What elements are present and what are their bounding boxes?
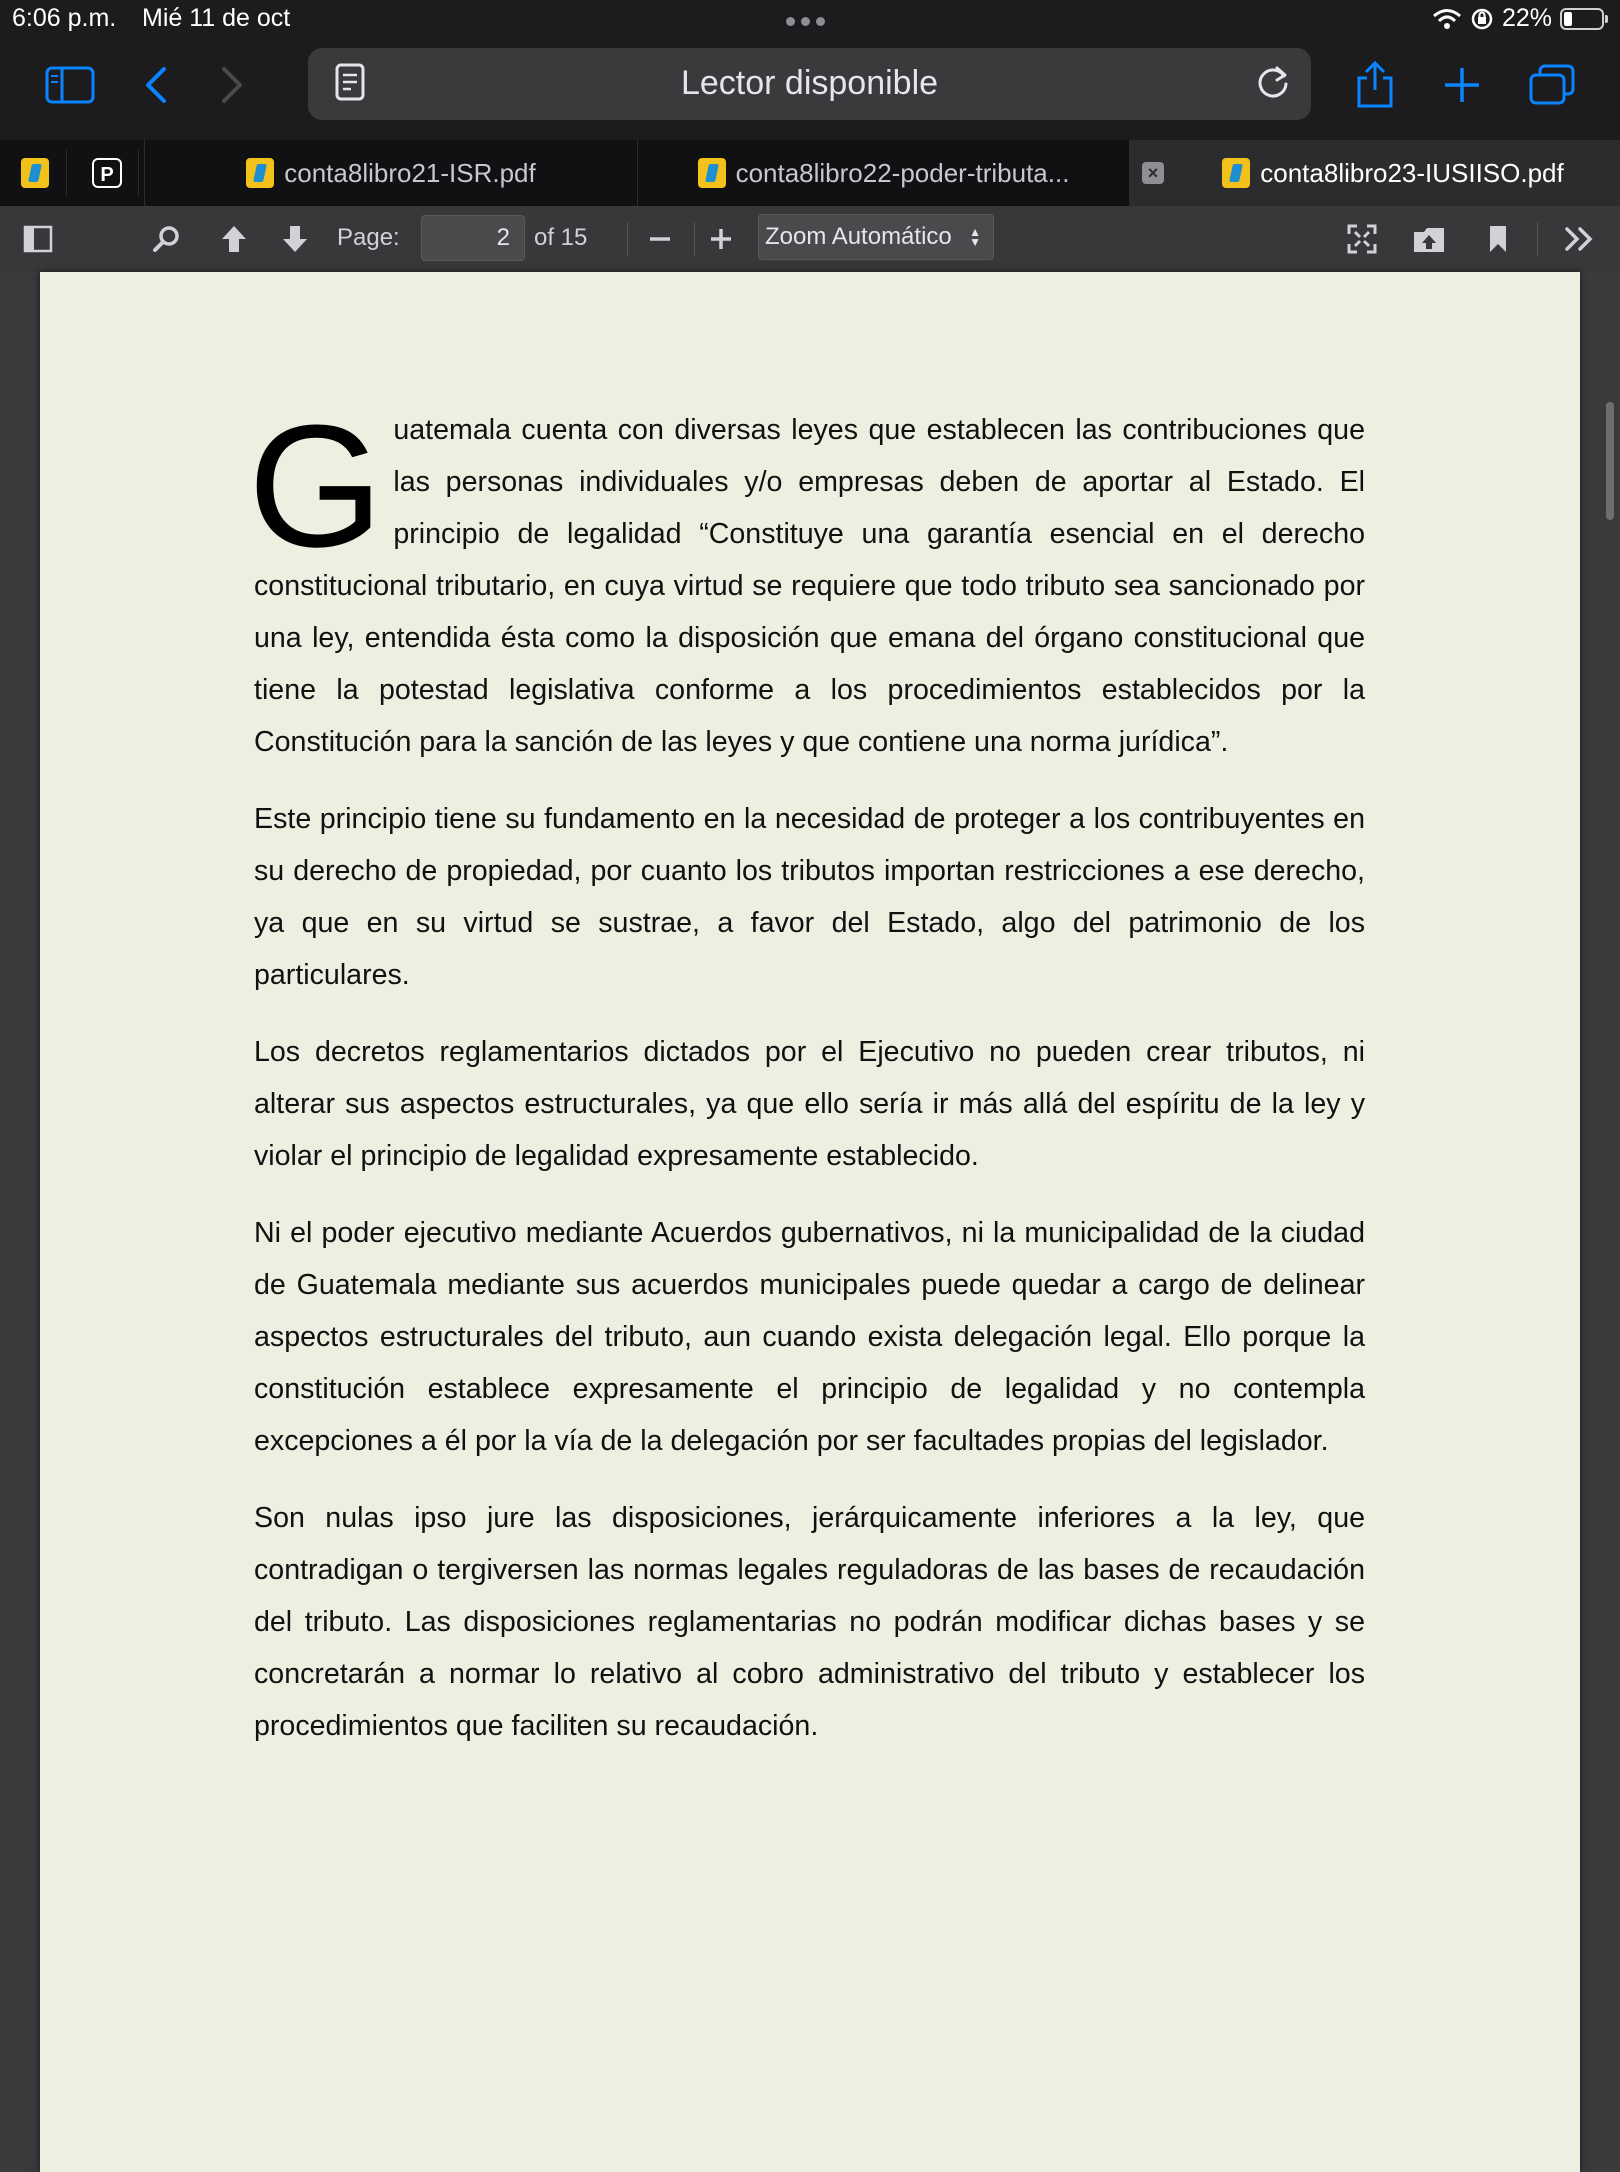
toolbar-separator xyxy=(694,222,695,256)
previous-page-icon[interactable] xyxy=(213,218,255,260)
address-bar[interactable] xyxy=(308,48,1311,120)
paragraph-text: uatemala cuenta con diversas leyes que establecen las contribuciones que las personas individuales y/o empresas deben de aportar al Estado. El principio de legalidad “Constituye una garantía esencial en el derecho constitucional tributario, en cuya virtud se requiere que todo tributo sea sancionado por una ley, entendida ésta como la disposición que emana del órgano constitucional que tiene la potestad legislativa conforme a los procedimientos establecidos por la Constitución para la sanción de las leyes y que contiene una norma jurídica”. xyxy=(254,414,1365,758)
back-chevron-icon[interactable] xyxy=(126,60,186,110)
page-number-input[interactable] xyxy=(421,215,525,261)
pdf-toolbar xyxy=(0,206,1620,274)
tabs-overview-icon[interactable] xyxy=(1522,60,1582,110)
browser-toolbar xyxy=(0,40,1620,140)
battery-percent: 22% xyxy=(1501,4,1552,32)
next-page-icon[interactable] xyxy=(274,218,316,260)
paragraph-1 xyxy=(248,388,1365,768)
paragraph-5: Son nulas ipso jure las disposiciones, jerárquicamente inferiores a la ley, que contradigan o tergiversen las normas legales reguladoras de las bases de recaudación del tributo. Las disposiciones reglamentarias no podrán modificar dichas bases y se concretarán a normar lo relativo al cobro administrativo del tributo y establecer los procedimientos que faciliten su recaudación. xyxy=(254,1502,1365,1742)
pinned-tab-1[interactable] xyxy=(4,150,67,196)
forward-chevron-icon[interactable] xyxy=(202,60,262,110)
reload-icon[interactable] xyxy=(1253,62,1293,107)
wifi-icon xyxy=(1432,8,1462,30)
pdf-sidebar-toggle-icon[interactable] xyxy=(17,218,59,260)
paragraph-3: Los decretos reglamentarios dictados por el Ejecutivo no pueden crear tributos, ni alterar sus aspectos estructurales, ya que ello sería ir más allá del espíritu de la ley y violar el principio de legalidad expresamente establecido. xyxy=(254,1036,1365,1172)
tools-chevrons-icon[interactable] xyxy=(1559,218,1601,260)
find-icon[interactable] xyxy=(145,218,187,260)
select-arrows-icon: ▲ ▼ xyxy=(969,225,981,249)
multitasking-dots-icon[interactable] xyxy=(786,13,834,25)
sidebar-toggle-icon[interactable] xyxy=(40,60,100,110)
bookmark-icon[interactable] xyxy=(1477,218,1519,260)
new-tab-plus-icon[interactable] xyxy=(1432,60,1492,110)
pinned-tab-2[interactable] xyxy=(76,150,139,196)
tab-conta8libro21[interactable] xyxy=(144,140,637,206)
paragraph-4: Ni el poder ejecutivo mediante Acuerdos gubernativos, ni la municipalidad de la ciudad de Guatemala mediante sus acuerdos municipales puede quedar a cargo de delinear aspectos estructurales del tributo, aun cuando exista delegación legal. Ello porque la constitución establece expresamente el principio de legalidad y no contempla excepciones a él por la vía de la delegación por ser facultades propias del legislador. xyxy=(254,1217,1365,1457)
pdf-favicon-icon xyxy=(698,158,726,188)
pdf-page xyxy=(40,272,1580,2172)
zoom-out-icon[interactable] xyxy=(639,218,681,260)
pdf-viewer[interactable] xyxy=(0,272,1620,2160)
address-text: Lector disponible xyxy=(680,64,939,102)
status-indicators xyxy=(1432,4,1604,33)
close-tab-icon[interactable]: × xyxy=(1142,162,1164,184)
tab-conta8libro23[interactable] xyxy=(1129,140,1620,206)
zoom-in-icon[interactable] xyxy=(700,218,742,260)
presentation-mode-icon[interactable] xyxy=(1341,218,1383,260)
page-count: of 15 xyxy=(534,224,588,251)
tab-conta8libro22[interactable] xyxy=(637,140,1129,206)
p-letter-icon: P xyxy=(92,158,122,188)
dropcap-letter: G xyxy=(248,388,384,583)
status-bar xyxy=(0,0,1620,40)
paragraph-2: Este principio tiene su fundamento en la necesidad de proteger a los contribuyentes en su derecho de propiedad, por cuanto los tributos importan restricciones a ese derecho, ya que en su virtud se sustrae, a favor del Estado, algo del patrimonio de los particulares. xyxy=(254,803,1365,991)
tab-label: conta8libro23-IUSIISO.pdf xyxy=(1260,157,1564,188)
status-date: Mié 11 de oct xyxy=(142,4,291,32)
share-icon[interactable] xyxy=(1345,60,1405,110)
page-label: Page: xyxy=(337,224,400,251)
orientation-lock-icon xyxy=(1470,7,1494,31)
tab-label: conta8libro22-poder-tributa... xyxy=(735,157,1070,188)
pdf-favicon-icon xyxy=(1222,158,1250,188)
battery-icon xyxy=(1560,8,1604,30)
pdf-favicon-icon xyxy=(246,158,274,188)
zoom-select[interactable] xyxy=(758,214,994,260)
toolbar-separator xyxy=(627,222,628,256)
status-time: 6:06 p.m. xyxy=(12,4,117,32)
tab-label: conta8libro21-ISR.pdf xyxy=(284,157,536,188)
toolbar-separator xyxy=(1537,222,1538,256)
tab-bar xyxy=(0,140,1620,206)
open-file-icon[interactable] xyxy=(1408,218,1450,260)
zoom-value: Zoom Automático xyxy=(765,223,952,250)
scrollbar-thumb[interactable] xyxy=(1606,402,1614,520)
page-text xyxy=(248,388,1365,1777)
app-favicon-icon xyxy=(21,158,49,188)
